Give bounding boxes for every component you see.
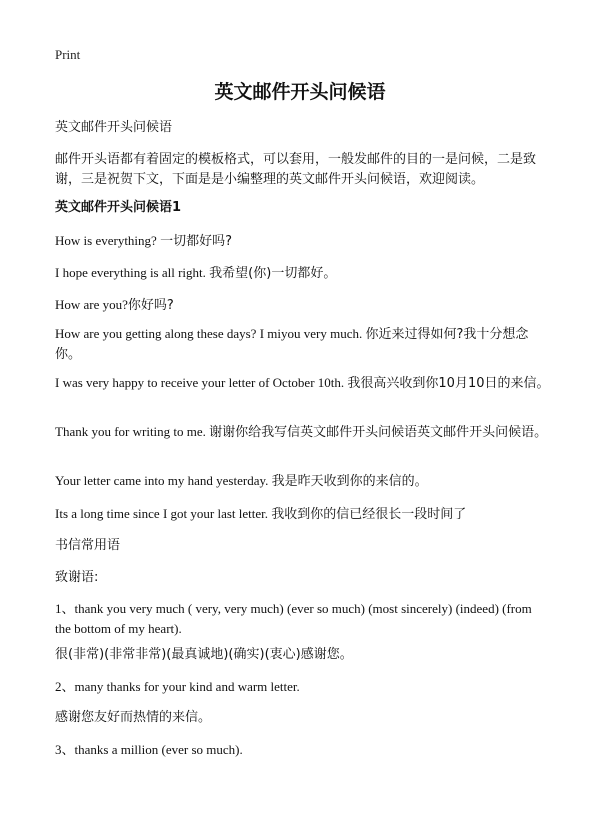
greeting-chinese: 一切都好吗?	[160, 234, 232, 249]
greeting-item	[55, 504, 550, 525]
greeting-item	[55, 422, 550, 443]
greeting-english: Your letter came into my hand yesterday.	[55, 473, 272, 488]
section-heading-phrases: 书信常用语	[55, 538, 121, 553]
phrase-item: 3、thanks a million (ever so much).	[55, 742, 243, 757]
greeting-item	[55, 324, 550, 365]
intro-paragraph: 邮件开头语都有着固定的模板格式，可以套用，一般发邮件的目的一是问候，二是致谢，三是祝贺下文，下面是是小编整理的英文邮件开头问候语，欢迎阅读。	[55, 152, 537, 187]
greeting-english: How are you?	[55, 297, 128, 312]
greeting-english: I hope everything is all right.	[55, 265, 210, 280]
greeting-chinese: 我希望(你)一切都好。	[209, 266, 337, 281]
greeting-chinese: 我收到你的信已经很长一段时间了	[271, 507, 467, 522]
greeting-item	[55, 263, 550, 284]
thanks-label: 致谢语:	[55, 570, 99, 585]
greeting-item	[55, 295, 550, 316]
greeting-english: I was very happy to receive your letter of October 10th.	[55, 375, 348, 390]
greeting-chinese: 你好吗?	[127, 298, 174, 313]
phrase-item: 2、many thanks for your kind and warm letter.	[55, 679, 300, 694]
greeting-chinese: 我是昨天收到你的来信的。	[271, 474, 428, 489]
greeting-english: Thank you for writing to me.	[55, 424, 210, 439]
section-heading-greetings: 英文邮件开头问候语1	[55, 200, 182, 215]
document-subtitle: 英文邮件开头问候语	[55, 120, 173, 135]
phrase-item: 1、thank you very much ( very, very much) (ever so much) (most sincerely) (indeed) (from the bottom of my heart).	[55, 601, 532, 636]
greeting-english: How are you getting along these days? I miyou very much.	[55, 326, 366, 341]
print-link[interactable]: Print	[55, 47, 81, 62]
greeting-chinese: 你近来过得如何?我十分想念你。	[55, 327, 529, 362]
phrase-translation: 很(非常)(非常非常)(最真诚地)(确实)(衷心)感谢您。	[55, 647, 353, 662]
greeting-item	[55, 471, 550, 492]
greeting-chinese: 我很高兴收到你10月10日的来信。	[347, 376, 550, 391]
greeting-english: Its a long time since I got your last letter.	[55, 506, 272, 521]
document-title: 英文邮件开头问候语	[214, 81, 386, 103]
greeting-item	[55, 231, 550, 252]
greeting-item	[55, 373, 550, 394]
greeting-chinese: 谢谢你给我写信英文邮件开头问候语英文邮件开头问候语。	[209, 425, 548, 440]
phrase-translation: 感谢您友好而热情的来信。	[55, 710, 212, 725]
greeting-english: How is everything?	[55, 233, 161, 248]
